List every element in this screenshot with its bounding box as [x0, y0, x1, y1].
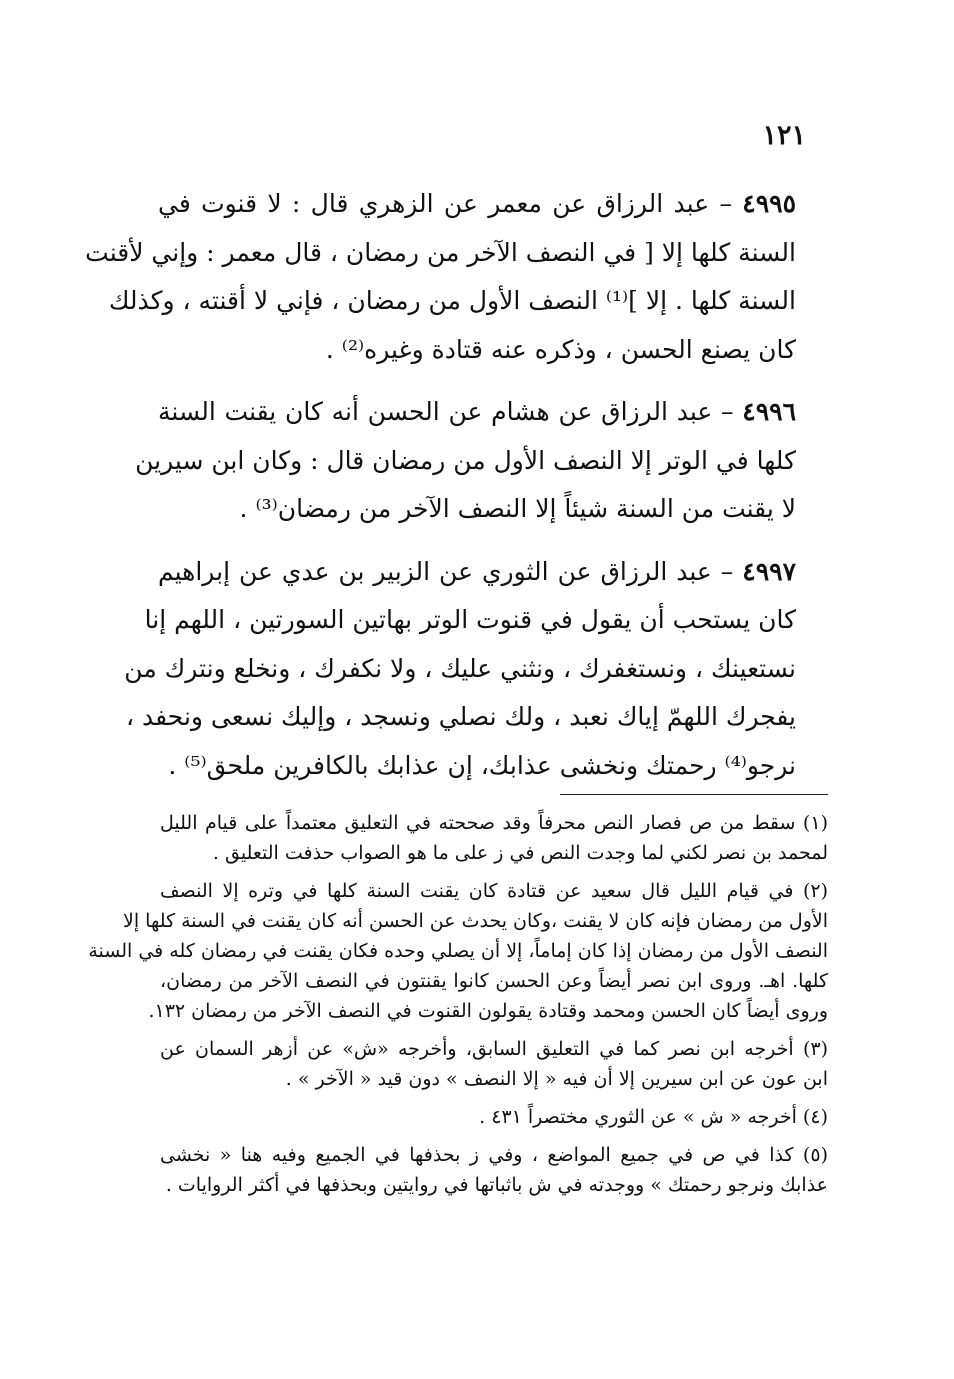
footnote: [160, 1140, 828, 1200]
entry-text: – عبد الرزاق عن الثوري عن الزبير بن عدي عن إبراهيم: [158, 556, 734, 586]
entry-line: نستعينك ، ونستغفرك ، ونثني عليك ، ولا نكفرك ، ونخلع ونترك من: [124, 653, 796, 683]
main-text: [85, 180, 796, 804]
footnote-line: (٤) أخرجه « ش » عن الثوري مختصراً ٤٣١ .: [479, 1106, 828, 1128]
entry-line: [158, 548, 796, 597]
footnote-line: النصف الأول من رمضان إذا كان إماماً، إلا أن يصلي وحده فكان يقنت في رمضان كله في السنة: [88, 940, 828, 962]
entry-line: كان يستحب أن يقول في قنوت الوتر بهاتين السورتين ، اللهم إنا: [144, 605, 796, 634]
hadith-number: ٤٩٩٧: [742, 556, 796, 586]
footnote-line: الأول من رمضان فإنه كان لا يقنت ،وكان يحدث عن الحسن أنه كان يقنت في السنة كلها إلا: [123, 910, 828, 932]
footnote-line: لمحمد بن نصر لكني لما وجدت النص في ز على ما هو الصواب حذفت التعليق .: [212, 842, 828, 864]
entry-line: السنة كلها . إلا ]⁽¹⁾ النصف الأول من رمضان ، فإني لا أقنته ، وكذلك: [108, 286, 796, 315]
hadith-entry: [135, 388, 796, 534]
entry-text: – عبد الرزاق عن معمر عن الزهري قال : لا قنوت في: [158, 189, 732, 218]
footnotes: [88, 808, 828, 1208]
footnote: [160, 808, 828, 868]
entry-line: يفجرك اللهمّ إياك نعبد ، ولك نصلي ونسجد ، وإليك نسعى ونحفد ،: [126, 702, 796, 731]
entry-line: نرجو⁽⁴⁾ رحمتك ونخشى عذابك، إن عذابك بالكافرين ملحق⁽⁵⁾ .: [168, 750, 796, 780]
entry-line: لا يقنت من السنة شيئاً إلا النصف الآخر من رمضان⁽³⁾ .: [239, 494, 796, 523]
footnote: [160, 1102, 828, 1132]
footnote-line: ابن عون عن ابن سيرين إلا أن فيه « إلا النصف » دون قيد « الآخر » .: [285, 1068, 828, 1090]
footnote-separator: [560, 794, 828, 795]
footnote-line: (٢) في قيام الليل قال سعيد عن قتادة كان يقنت السنة كلها في وتره إلا النصف: [160, 880, 828, 902]
footnote-line: (٥) كذا في ص في جميع المواضع ، وفي ز بحذفها في الجميع وفيه هنا « نخشى: [160, 1144, 828, 1166]
footnote-line: (٣) أخرجه ابن نصر كما في التعليق السابق، وأخرجه «ش» عن أزهر السمان عن: [160, 1038, 828, 1060]
hadith-entry: [85, 180, 796, 374]
hadith-number: ٤٩٩٥: [742, 189, 796, 218]
entry-line: كان يصنع الحسن ، وذكره عنه قتادة وغيره⁽²⁾ .: [325, 334, 796, 364]
footnote-line: كلها. اهـ. وروى ابن نصر أيضاً وعن الحسن كانوا يقنتون في النصف الآخر من رمضان،: [160, 970, 828, 992]
entry-line: كلها في الوتر إلا النصف الأول من رمضان قال : وكان ابن سيرين: [135, 445, 796, 475]
hadith-number: ٤٩٩٦: [742, 397, 796, 426]
entry-line: [158, 388, 796, 437]
footnote-line: عذابك ونرجو رحمتك » ووجدته في ش باثباتها في روايتين وبحذفها في أكثر الروايات .: [165, 1174, 828, 1196]
footnote-line: وروى أيضاً كان الحسن ومحمد وقتادة يقولون القنوت في النصف الآخر من رمضان ١٣٢.: [148, 1000, 828, 1022]
footnote: [88, 876, 828, 1026]
entry-line: السنة كلها إلا [ في النصف الآخر من رمضان ، قال معمر : وإني لأقنت: [85, 237, 796, 267]
footnote-line: (١) سقط من ص فصار النص محرفاً وقد صححته في التعليق معتمداً على قيام الليل: [160, 812, 828, 834]
hadith-entry: [124, 548, 796, 791]
page-number: ١٢١: [762, 120, 806, 151]
footnote: [160, 1034, 828, 1094]
entry-text: – عبد الرزاق عن هشام عن الحسن أنه كان يقنت السنة: [158, 397, 734, 426]
entry-line: [158, 180, 796, 229]
